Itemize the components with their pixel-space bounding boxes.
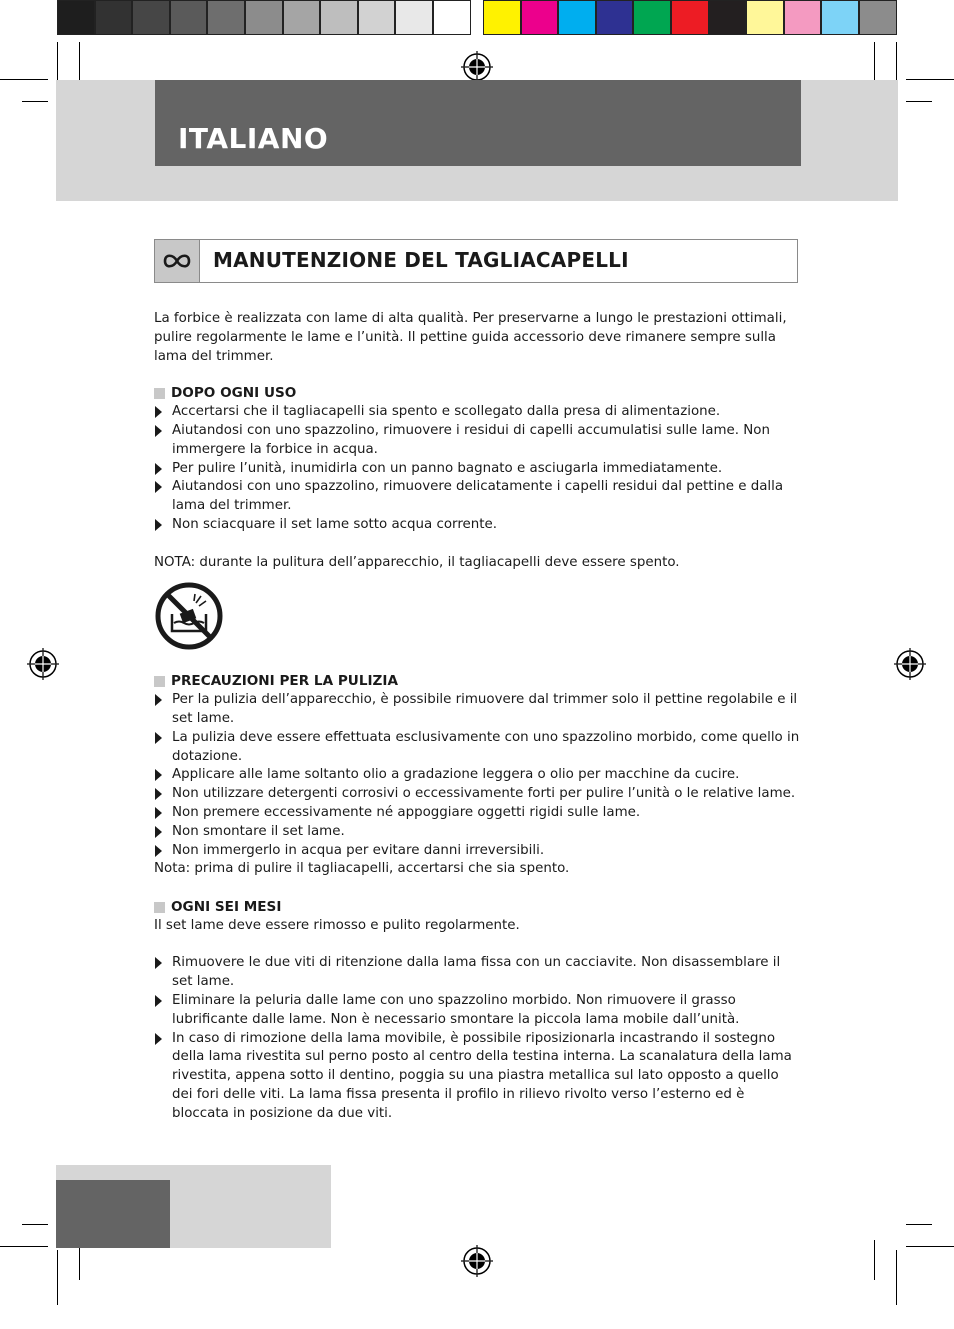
arrow-bullet-icon	[155, 425, 162, 437]
color-swatch	[283, 0, 321, 35]
color-swatch	[821, 0, 859, 35]
crop-mark	[896, 1250, 897, 1305]
list-item-text: Non smontare il set lame.	[172, 823, 345, 839]
list-item	[154, 478, 800, 516]
arrow-bullet-icon	[155, 406, 162, 418]
list-item-text: Non immergerlo in acqua per evitare danni irreversibili.	[172, 842, 545, 858]
list-item-text: Non sciacquare il set lame sotto acqua corrente.	[172, 516, 498, 532]
page-number-tab	[56, 1180, 170, 1248]
color-calibration-bar	[483, 0, 897, 38]
color-swatch	[358, 0, 396, 35]
six-months-intro: Il set lame deve essere rimosso e pulito regolarmente.	[154, 917, 520, 933]
crop-mark	[906, 79, 954, 80]
intro-paragraph: La forbice è realizzata con lame di alta qualità. Per preservarne a lungo le prestazioni ottimali, pulire regolarmente le lame e l’unità. Il pettine guida accessorio deve rimanere sempre sulla lama del trimmer.	[154, 311, 787, 364]
list-item	[154, 516, 800, 535]
list-item	[154, 460, 800, 479]
list-item	[154, 804, 800, 823]
registration-mark-icon	[894, 648, 926, 680]
list-item-text: La pulizia deve essere effettuata esclusivamente con uno spazzolino morbido, come quello in dotazione.	[172, 729, 800, 764]
list-item-text: Aiutandosi con uno spazzolino, rimuovere i residui di capelli accumulatisi sulle lame. Non immergere la forbice in acqua.	[172, 422, 770, 457]
arrow-bullet-icon	[155, 769, 162, 781]
color-swatch	[95, 0, 133, 35]
crop-mark	[0, 1246, 48, 1247]
arrow-bullet-icon	[155, 519, 162, 531]
arrow-bullet-icon	[155, 807, 162, 819]
registration-mark-icon	[27, 648, 59, 680]
section-title: MANUTENZIONE DEL TAGLIACAPELLI	[213, 248, 629, 272]
crop-mark	[57, 42, 58, 80]
color-swatch	[746, 0, 784, 35]
subheading-label: DOPO OGNI USO	[171, 385, 297, 402]
registration-mark-icon	[461, 1245, 493, 1277]
crop-mark	[896, 42, 897, 80]
subheading-precautions	[154, 672, 800, 691]
arrow-bullet-icon	[155, 957, 162, 969]
crop-mark	[57, 1250, 58, 1305]
color-swatch	[170, 0, 208, 35]
arrow-bullet-icon	[155, 732, 162, 744]
arrow-bullet-icon	[155, 995, 162, 1007]
color-swatch	[395, 0, 433, 35]
arrow-bullet-icon	[155, 788, 162, 800]
language-title: ITALIANO	[178, 122, 329, 155]
list-item	[154, 729, 800, 767]
list-item	[154, 785, 800, 804]
list-item-text: Applicare alle lame soltanto olio a gradazione leggera o olio per macchine da cucire.	[172, 767, 740, 783]
six-months-list	[154, 954, 800, 1123]
color-swatch	[320, 0, 358, 35]
arrow-bullet-icon	[155, 1033, 162, 1045]
color-swatch	[483, 0, 521, 35]
arrow-bullet-icon	[155, 694, 162, 706]
grayscale-calibration-bar	[57, 0, 471, 38]
list-item-text: Non utilizzare detergenti corrosivi o eccessivamente forti per pulire l’unità o le relative lame.	[172, 786, 796, 802]
subheading-label: OGNI SEI MESI	[171, 898, 282, 915]
arrow-bullet-icon	[155, 481, 162, 493]
color-swatch	[671, 0, 709, 35]
list-item-text: Accertarsi che il tagliacapelli sia spento e scollegato dalla presa di alimentazione.	[172, 404, 721, 420]
color-swatch	[633, 0, 671, 35]
color-swatch	[57, 0, 95, 35]
subheading-label: PRECAUZIONI PER LA PULIZIA	[171, 673, 398, 690]
list-item	[154, 842, 800, 861]
square-bullet-icon	[154, 388, 165, 399]
color-swatch	[433, 0, 471, 35]
list-item	[154, 823, 800, 842]
arrow-bullet-icon	[155, 826, 162, 838]
color-swatch	[784, 0, 822, 35]
registration-mark-icon	[461, 51, 493, 83]
square-bullet-icon	[154, 676, 165, 687]
main-content	[154, 310, 800, 1123]
precautions-list	[154, 691, 800, 860]
list-item	[154, 422, 800, 460]
no-water-immersion-icon	[154, 581, 224, 651]
after-use-list	[154, 403, 800, 535]
color-swatch	[207, 0, 245, 35]
crop-mark	[0, 79, 48, 80]
color-swatch	[709, 0, 747, 35]
after-use-note: NOTA: durante la pulitura dell’apparecchio, il tagliacapelli deve essere spento.	[154, 554, 680, 570]
subheading-six-months	[154, 898, 800, 917]
precautions-note: Nota: prima di pulire il tagliacapelli, accertarsi che sia spento.	[154, 861, 570, 877]
crop-mark	[906, 1224, 932, 1225]
list-item	[154, 691, 800, 729]
color-swatch	[859, 0, 897, 35]
list-item-text: Non premere eccessivamente né appoggiare oggetti rigidi sulle lame.	[172, 804, 641, 820]
list-item-text: Rimuovere le due viti di ritenzione dalla lama fissa con un cacciavite. Non disassemblare il set lame.	[172, 955, 781, 990]
color-swatch	[521, 0, 559, 35]
list-item-text: Aiutandosi con uno spazzolino, rimuovere delicatamente i capelli residui dal pettine e dalla lama del trimmer.	[172, 479, 784, 514]
color-swatch	[558, 0, 596, 35]
list-item-text: Per pulire l’unità, inumidirla con un panno bagnato e asciugarla immediatamente.	[172, 460, 723, 476]
crop-mark	[906, 1246, 954, 1247]
list-item-text: Per la pulizia dell’apparecchio, è possibile rimuovere dal trimmer solo il pettine regolabile e il set lame.	[172, 692, 798, 726]
list-item-text: Eliminare la peluria dalle lame con uno spazzolino morbido. Non rimuovere il grasso lubrificante dalle lame. Non è necessario smontare la piccola lama mobile dall’unità.	[172, 992, 740, 1027]
crop-mark	[22, 1224, 48, 1225]
square-bullet-icon	[154, 902, 165, 913]
crop-mark	[22, 101, 48, 102]
crop-mark	[906, 101, 932, 102]
list-item	[154, 403, 800, 422]
arrow-bullet-icon	[155, 845, 162, 857]
list-item	[154, 766, 800, 785]
list-item	[154, 992, 800, 1030]
color-swatch	[132, 0, 170, 35]
color-swatch	[245, 0, 283, 35]
arrow-bullet-icon	[155, 463, 162, 475]
list-item-text: In caso di rimozione della lama movibile, è possibile riposizionarla incastrando il sostegno della lama rivestita sul perno posto al centro della testina interna. La scanalatura della lama rivestita, appena sotto il dentino, poggia su una piastra metallica sul lato opposto a quello dei fori delle viti. La lama fissa presenta il profilo in rilievo rivolto verso l’esterno ed è bloccata in posizione da due viti.	[172, 1030, 792, 1121]
list-item	[154, 954, 800, 992]
color-swatch	[596, 0, 634, 35]
infinity-icon	[155, 240, 200, 282]
list-item	[154, 1030, 800, 1124]
subheading-after-use	[154, 384, 800, 403]
section-heading	[154, 239, 798, 283]
crop-mark	[874, 1240, 875, 1280]
